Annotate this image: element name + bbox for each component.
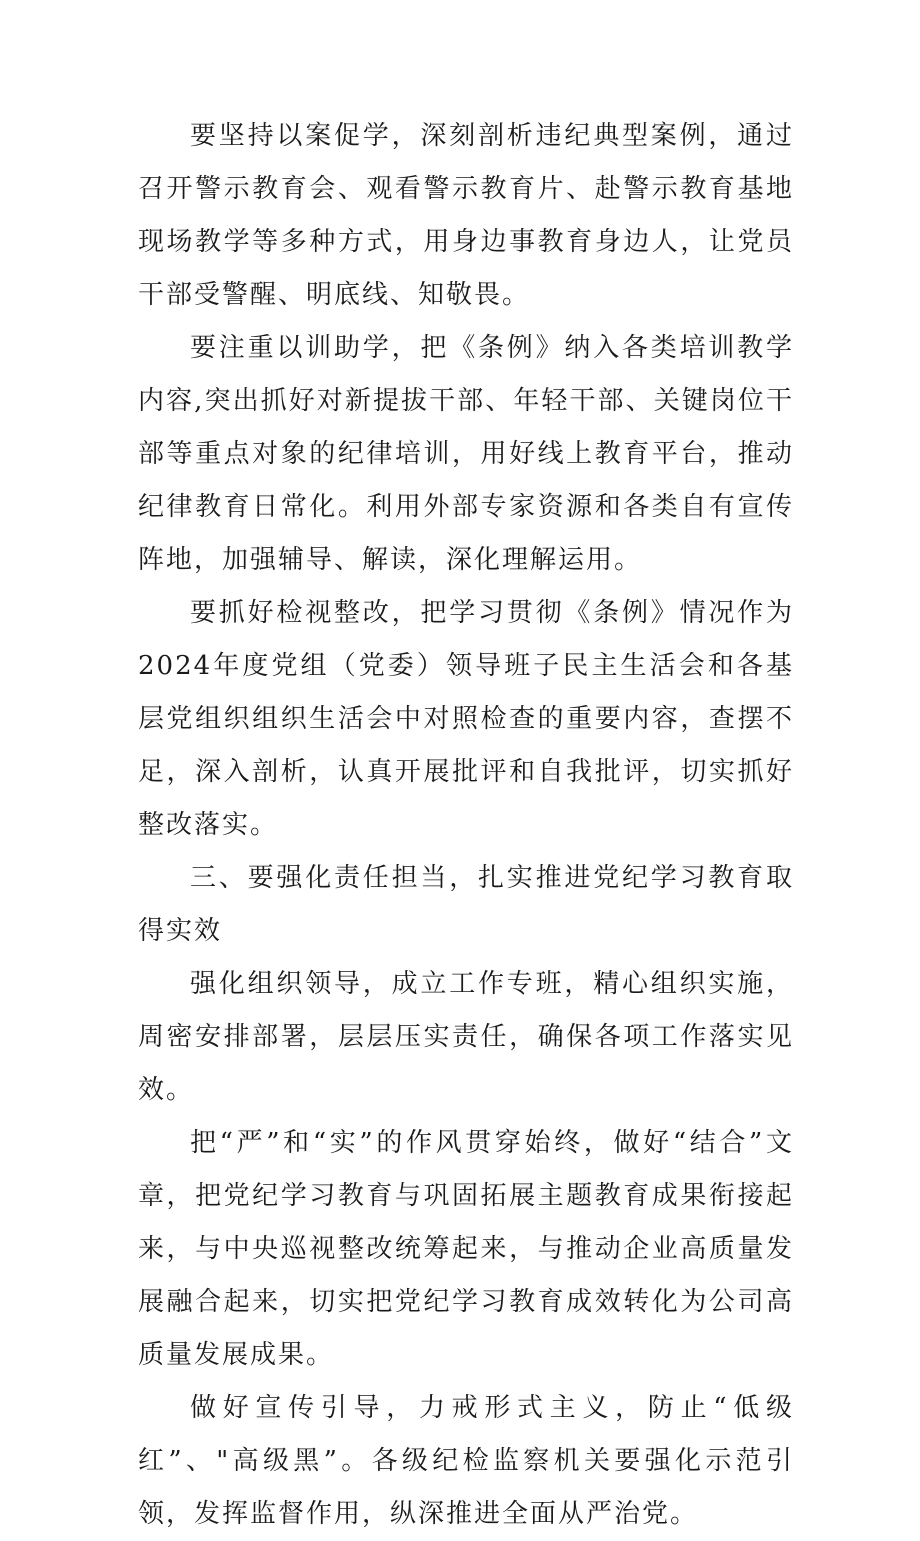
paragraph-publicity: 做好宣传引导，力戒形式主义，防止“低级红”、"高级黑”。各级纪检监察机关要强化示范引领，发挥监督作用，纵深推进全面从严治党。	[138, 1393, 794, 1529]
paragraph-rectification: 要抓好检视整改，把学习贯彻《条例》情况作为2024年度党组（党委）领导班子民主生活会和各基层党组织组织生活会中对照检查的重要内容，查摆不足，深入剖析，认真开展批评和自我批评，切实抓好整改落实。	[138, 598, 794, 840]
document-body	[138, 110, 794, 1541]
paragraph-work-style: 把“严”和“实”的作风贯穿始终，做好“结合”文章，把党纪学习教育与巩固拓展主题教育成果衔接起来，与中央巡视整改统筹起来，与推动企业高质量发展融合起来，切实把党纪学习教育成效转化为公司高质量发展成果。	[138, 1128, 794, 1370]
section-heading-responsibility: 三、要强化责任担当，扎实推进党纪学习教育取得实效	[138, 863, 794, 946]
paragraph-leadership: 强化组织领导，成立工作专班，精心组织实施，周密安排部署，层层压实责任，确保各项工作落实见效。	[138, 969, 794, 1105]
paragraph-case-study: 要坚持以案促学，深刻剖析违纪典型案例，通过召开警示教育会、观看警示教育片、赴警示教育基地现场教学等多种方式，用身边事教育身边人，让党员干部受警醒、明底线、知敬畏。	[138, 121, 794, 310]
paragraph-training: 要注重以训助学，把《条例》纳入各类培训教学内容,突出抓好对新提拔干部、年轻干部、关键岗位干部等重点对象的纪律培训，用好线上教育平台，推动纪律教育日常化。利用外部专家资源和各类自有宣传阵地，加强辅导、解读，深化理解运用。	[138, 333, 794, 575]
